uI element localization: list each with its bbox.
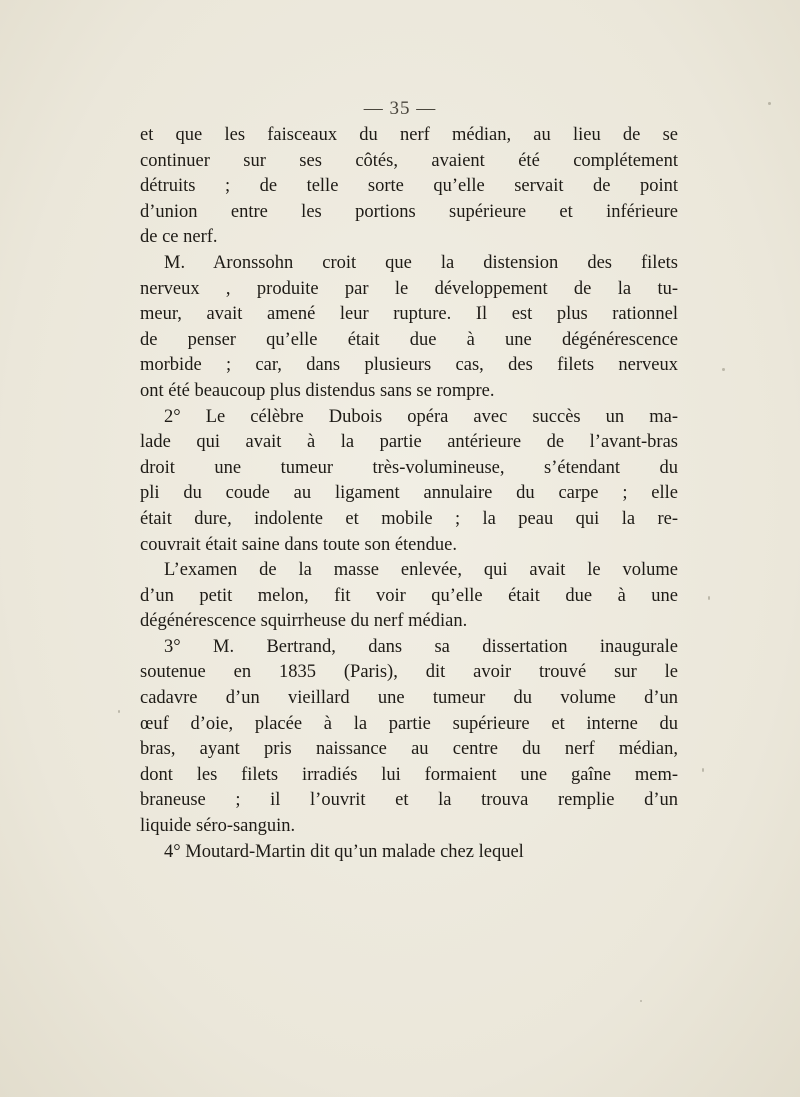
text-line: et que les faisceaux du nerf médian, au lieu de se <box>140 125 678 145</box>
paper-speck <box>118 710 120 713</box>
text-line: de ce nerf. <box>140 227 218 248</box>
text-line: d’un petit melon, fit voir qu’elle était due à une <box>140 585 678 606</box>
text-line: d’union entre les portions supérieure et inférieure <box>140 201 678 222</box>
text-line: L’examen de la masse enlevée, qui avait le volume <box>164 560 678 581</box>
text-line: dégénérescence squirrheuse du nerf médian. <box>140 611 468 632</box>
text-line: nerveux , produite par le développement de la tu- <box>140 278 678 299</box>
text-line: pli du coude au ligament annulaire du carpe ; elle <box>140 483 678 504</box>
text-line: liquide séro-sanguin. <box>140 816 296 837</box>
text-line: 3° M. Bertrand, dans sa dissertation inaugurale <box>164 636 678 657</box>
text-line: 2° Le célèbre Dubois opéra avec succès un ma- <box>164 406 678 427</box>
text-line: de penser qu’elle était due à une dégénérescence <box>140 329 678 350</box>
text-line: cadavre d’un vieillard une tumeur du volume d’un <box>140 688 678 709</box>
text-line: soutenue en 1835 (Paris), dit avoir trouvé sur le <box>140 662 678 683</box>
text-line: M. Aronssohn croit que la distension des filets <box>164 252 678 273</box>
text-line: ont été beaucoup plus distendus sans se rompre. <box>140 380 495 401</box>
text-line: continuer sur ses côtés, avaient été complétement <box>140 150 678 171</box>
paper-speck <box>722 368 725 371</box>
text-line: bras, ayant pris naissance au centre du nerf médian, <box>140 739 678 760</box>
text-line: morbide ; car, dans plusieurs cas, des filets nerveux <box>140 355 678 376</box>
body-text <box>140 123 678 865</box>
text-line: était dure, indolente et mobile ; la peau qui la re- <box>140 508 678 529</box>
text-line: meur, avait amené leur rupture. Il est plus rationnel <box>140 304 678 325</box>
text-line: couvrait était saine dans toute son étendue. <box>140 534 457 555</box>
paper-speck <box>702 768 704 772</box>
text-line: braneuse ; il l’ouvrit et la trouva remplie d’un <box>140 790 678 811</box>
text-line: droit une tumeur très-volumineuse, s’étendant du <box>140 457 678 478</box>
text-line: 4° Moutard-Martin dit qu’un malade chez lequel <box>164 841 524 862</box>
paper-speck <box>768 102 771 105</box>
text-line: œuf d’oie, placée à la partie supérieure et interne du <box>140 713 678 734</box>
text-line: lade qui avait à la partie antérieure de l’avant-bras <box>140 432 678 453</box>
paper-speck <box>640 1000 642 1002</box>
paper-speck <box>708 596 710 600</box>
page-number: — 35 — <box>363 98 437 119</box>
text-line: détruits ; de telle sorte qu’elle servait de point <box>140 176 678 197</box>
text-line: dont les filets irradiés lui formaient une gaîne mem- <box>140 764 678 785</box>
